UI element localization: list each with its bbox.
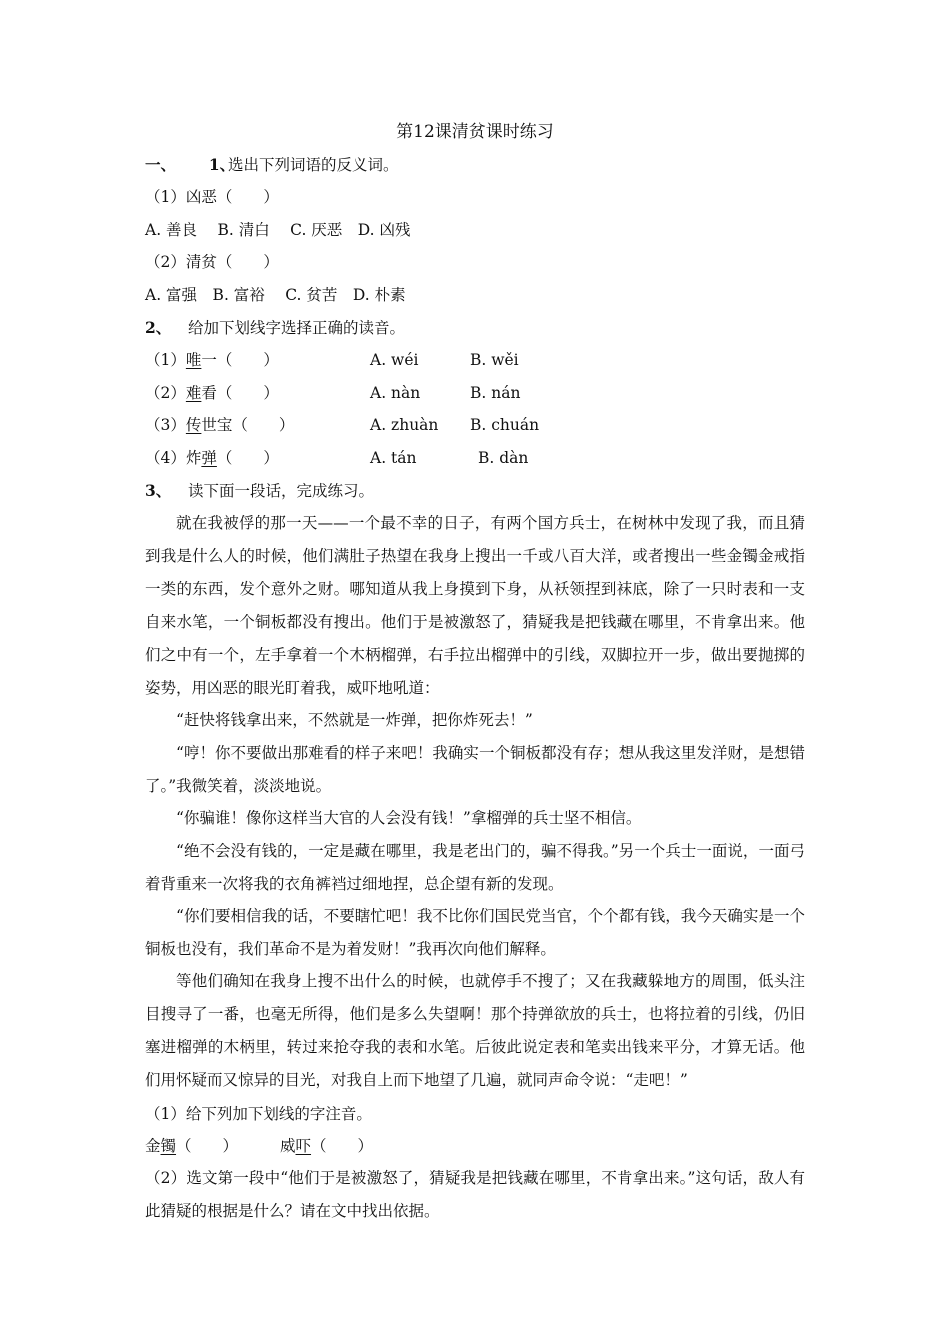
q1-section-num: 一、: [145, 155, 177, 174]
underlined-char: 唯: [185, 351, 202, 369]
q1-sub-num: 1、: [208, 155, 236, 174]
q1-heading-text: 选出下列词语的反义词。: [228, 156, 399, 174]
passage-paragraph-2: “赶快将钱拿出来，不然就是一炸弹，把你炸死去！”: [176, 711, 533, 729]
passage-paragraph-6: “你们要相信我的话，不要瞎忙吧！我不比你们国民党当官，个个都有钱，我今天确实是一个铜板也没有，我们革命不是为着发财！”我再次向他们解释。: [145, 907, 805, 958]
passage-paragraph-5: “绝不会没有钱的，一定是藏在哪里，我是老出门的，骗不得我。”另一个兵士一面说，一面弓着背重来一次将我的衣角裤裆过细地捏，总企望有新的发现。: [145, 842, 805, 893]
q1-item-2-options: A. 富强 B. 富裕 C. 贫苦 D. 朴素: [145, 286, 406, 304]
page-title: 第12课清贫课时练习: [396, 122, 554, 142]
q2-item-4: （4）炸弹（ ）: [145, 449, 279, 467]
q3-heading-num: 3、: [145, 481, 172, 500]
q1-item-2-label: （2）清贫（ ）: [145, 253, 279, 271]
q2-item-3: （3）传世宝（ ）: [145, 416, 295, 434]
q3-heading-text: 读下面一段话，完成练习。: [188, 482, 375, 500]
q3-sub1: （1）给下列加下划线的字注音。: [145, 1105, 372, 1123]
underlined-char: 镯: [160, 1137, 177, 1155]
q2-heading-num: 2、: [145, 318, 172, 337]
underlined-char: 传: [185, 416, 202, 434]
q2-item-2-option-a: A. nàn: [370, 384, 421, 402]
q2-item-2: （2）难看（ ）: [145, 384, 279, 402]
passage-paragraph-4: “你骗谁！像你这样当大官的人会没有钱！”拿榴弹的兵士坚不相信。: [176, 809, 642, 827]
q3-sub2: （2）选文第一段中“他们于是被激怒了，猜疑我是把钱藏在哪里，不肯拿出来。”这句话，敌人有此猜疑的根据是什么？请在文中找出依据。: [145, 1169, 805, 1220]
passage-paragraph-3: “哼！你不要做出那难看的样子来吧！我确实一个铜板都没有存；想从我这里发洋财，是想错了。”我微笑着，淡淡地说。: [145, 744, 805, 795]
q3-sub1-item-2: 威吓（ ）: [280, 1137, 374, 1155]
q3-sub1-item-1: 金镯（ ）: [145, 1137, 239, 1155]
underlined-char: 难: [185, 384, 202, 402]
q1-heading: [145, 155, 235, 175]
passage-paragraph-1: 就在我被俘的那一天——一个最不幸的日子，有两个国方兵士，在树林中发现了我，而且猜到我是什么人的时候，他们满肚子热望在我身上搜出一千或八百大洋，或者搜出一些金镯金戒指一类的东西，发个意外之财。哪知道从我上身摸到下身，从袄领捏到袜底，除了一只时表和一支自来水笔，一个铜板都没有搜出。他们于是被激怒了，猜疑我是把钱藏在哪里，不肯拿出来。他们之中有一个，左手拿着一个木柄榴弹，右手拉出榴弹中的引线，双脚拉开一步，做出要抛掷的姿势，用凶恶的眼光盯着我，威吓地吼道：: [145, 514, 805, 697]
passage-paragraph-7: 等他们确知在我身上搜不出什么的时候，也就停手不搜了；又在我藏躲地方的周围，低头注目搜寻了一番，也毫无所得，他们是多么失望啊！那个持弹欲放的兵士，也将拉着的引线，仍旧塞进榴弹的木柄里，转过来抢夺我的表和水笔。后彼此说定表和笔卖出钱来平分，才算无话。他们用怀疑而又惊异的目光，对我自上而下地望了几遍，就同声命令说：“走吧！”: [145, 972, 805, 1089]
underlined-char: 弹: [201, 449, 217, 467]
q2-item-3-option-a: A. zhuàn: [370, 416, 439, 434]
q2-item-4-option-b: B. dàn: [478, 449, 529, 467]
q2-item-2-option-b: B. nán: [470, 384, 521, 402]
q1-item-1-options: A. 善良 B. 清白 C. 厌恶 D. 凶残: [145, 221, 411, 239]
q2-item-1-option-b: B. wěi: [470, 351, 519, 369]
q2-item-1-option-a: A. wéi: [370, 351, 419, 369]
underlined-char: 吓: [295, 1137, 312, 1155]
q2-heading-text: 给加下划线字选择正确的读音。: [188, 319, 406, 337]
q2-item-4-option-a: A. tán: [370, 449, 417, 467]
q2-item-3-option-b: B. chuán: [470, 416, 540, 434]
q1-item-1-label: （1）凶恶（ ）: [145, 188, 279, 206]
q2-item-1: （1）唯一（ ）: [145, 351, 279, 369]
